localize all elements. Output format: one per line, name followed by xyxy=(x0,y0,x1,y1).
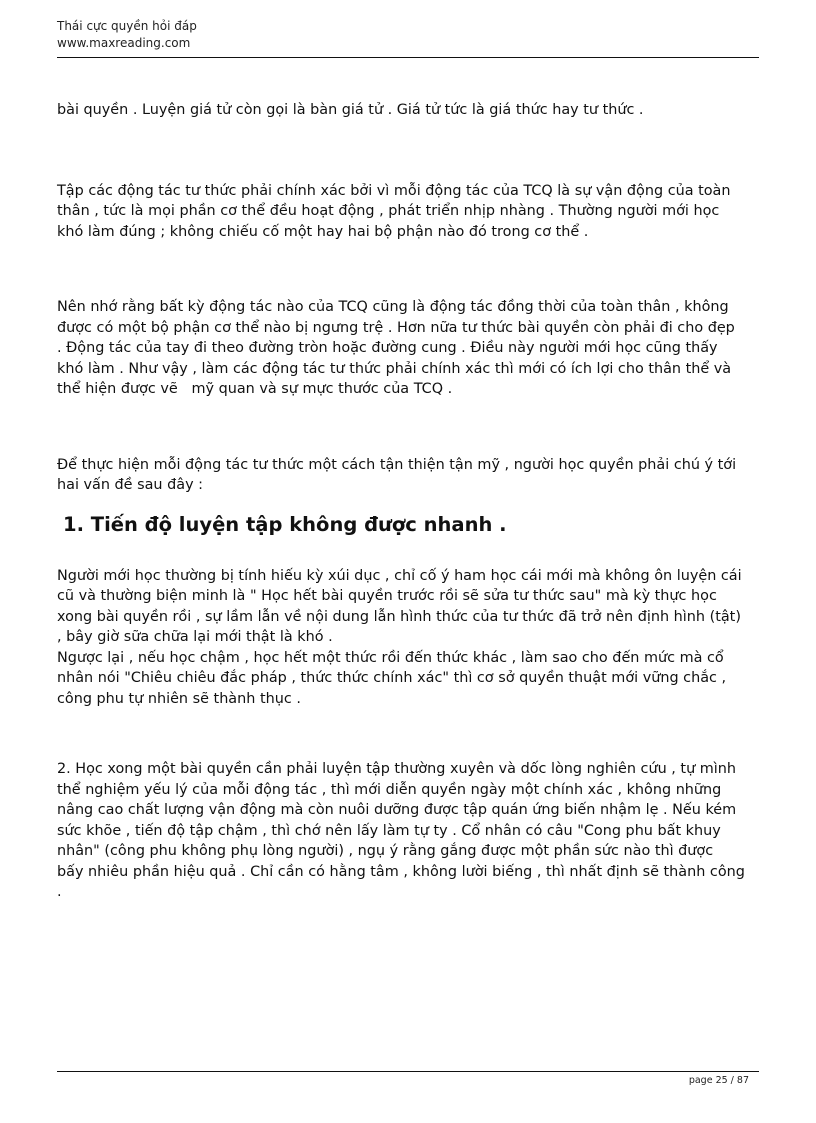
paragraph-5: Người mới học thường bị tính hiếu kỳ xúi dục , chỉ cố ý ham học cái mới mà không ôn luyện cái cũ và thường biện minh là " Học hết bài quyền trước rồi sẽ sửa tư thức sau" mà kỳ thực học xong bài quyền rồi , sự lầm lẫn về nội dung lẫn hình thức của tư thức đã trở nên định hình (tật) , bây giờ sữa chữa lại mới thật là khó . Ngược lại , nếu học chậm , học hết một thức rồi đến thức khác , làm sao cho đến mức mà cổ nhân nói "Chiêu chiêu đắc pháp , thức thức chính xác" thì cơ sở quyền thuật mới vững chắc , công phu tự nhiên sẽ thành thục . xyxy=(57,567,742,707)
paragraph-2: Tập các động tác tư thức phải chính xác bởi vì mỗi động tác của TCQ là sự vận động của toàn thân , tức là mọi phần cơ thể đều hoạt động , phát triển nhịp nhàng . Thường người mới học khó làm đúng ; không chiếu cố một hay hai bộ phận nào đó trong cơ thể . xyxy=(57,182,731,240)
header-divider xyxy=(57,57,759,58)
section-heading-1: 1. Tiến độ luyện tập không được nhanh . xyxy=(63,512,507,536)
paragraph-3: Nên nhớ rằng bất kỳ động tác nào của TCQ cũng là động tác đồng thời của toàn thân , không được có một bộ phận cơ thể nào bị ngưng trệ . Hơn nữa tư thức bài quyền còn phải đi cho đẹp . Động tác của tay đi theo đường tròn hoặc đường cung . Điều này người mới học cũng thấy khó làm . Như vậy , làm các động tác tư thức phải chính xác thì mới có ích lợi cho thân thể và thể hiện được vẽ mỹ quan và sự mực thước của TCQ . xyxy=(57,299,735,397)
document-title: Thái cực quyền hỏi đáp xyxy=(57,19,197,33)
page-number: page 25 / 87 xyxy=(688,1075,749,1086)
paragraph-4: Để thực hiện mỗi động tác tư thức một cách tận thiện tận mỹ , người học quyền phải chú ý tới hai vấn đề sau đây : xyxy=(57,456,737,493)
paragraph-1: bài quyền . Luyện giá tử còn gọi là bàn giá tử . Giá tử tức là giá thức hay tư thức . xyxy=(57,102,644,118)
page-content xyxy=(57,100,763,903)
paragraph-6: 2. Học xong một bài quyền cần phải luyện tập thường xuyên và dốc lòng nghiên cứu , tự mình thể nghiệm yếu lý của mỗi động tác , thì mới diễn quyền ngày một chính xác , không những nâng cao chất lượng vận động mà còn nuôi dưỡng được tập quán ứng biến nhậm lẹ . Nếu kém sức khõe , tiến độ tập chậm , thì chớ nên lấy làm tự ty . Cổ nhân có câu "Cong phu bất khuy nhân" (công phu không phụ lòng người) , ngụ ý rằng gắng được một phần sức nào thì được bấy nhiêu phần hiệu quả . Chỉ cần có hằng tâm , không lười biếng , thì nhất định sẽ thành công . xyxy=(57,761,745,900)
page-header xyxy=(57,18,759,52)
footer-divider xyxy=(57,1071,759,1072)
website-url: www.maxreading.com xyxy=(57,36,191,50)
